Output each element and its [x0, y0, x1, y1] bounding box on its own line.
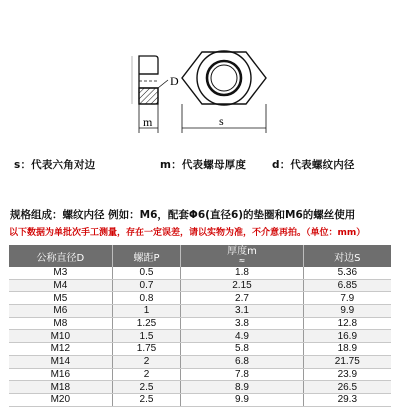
cell-thickness: 1.8: [181, 267, 303, 279]
cell-pitch: 0.7: [112, 279, 181, 292]
table-row: [9, 292, 391, 305]
cell-diameter: M5: [9, 292, 112, 305]
cell-diameter: M20: [9, 393, 112, 406]
header-across-flats: 对边S: [303, 245, 391, 267]
table-row: [9, 368, 391, 381]
cell-thickness: 2.7: [181, 292, 303, 305]
spec-composition-text: 规格组成：螺纹内径 例如：M6，配套Φ6(直径6)的垫圈和M6的螺丝使用: [10, 209, 356, 221]
measurement-note: 以下数据为单批次手工测量，存在一定误差，请以实物为准，不介意再拍。（单位：mm）: [9, 228, 366, 238]
cell-diameter: M16: [9, 368, 112, 381]
table-row: [9, 305, 391, 318]
cell-across-flats: 5.36: [303, 267, 391, 279]
cell-diameter: M6: [9, 305, 112, 318]
cell-diameter: M18: [9, 381, 112, 394]
nut-front-view: [182, 51, 266, 133]
spec-table-body: [9, 267, 391, 406]
cell-thickness: 5.8: [181, 343, 303, 356]
label-s: s: [219, 114, 224, 128]
cell-across-flats: 7.9: [303, 292, 391, 305]
cell-diameter: M14: [9, 355, 112, 368]
header-diameter: 公称直径D: [9, 245, 112, 267]
cell-across-flats: 29.3: [303, 393, 391, 406]
cell-pitch: 0.5: [112, 267, 181, 279]
table-row: [9, 343, 391, 356]
cell-pitch: 1.75: [112, 343, 181, 356]
header-thickness-label: 厚度m: [227, 246, 257, 257]
table-row: [9, 267, 391, 279]
cell-thickness: 8.9: [181, 381, 303, 394]
cell-pitch: 2.5: [112, 393, 181, 406]
cell-across-flats: 12.8: [303, 317, 391, 330]
cell-diameter: M3: [9, 267, 112, 279]
cell-diameter: M10: [9, 330, 112, 343]
cell-thickness: 6.8: [181, 355, 303, 368]
cell-pitch: 2: [112, 368, 181, 381]
cell-pitch: 2.5: [112, 381, 181, 394]
legend-d: d：代表螺纹内径: [272, 159, 355, 171]
header-pitch: 螺距P: [112, 245, 181, 267]
cell-pitch: 1.5: [112, 330, 181, 343]
cell-thickness: 2.15: [181, 279, 303, 292]
legend-line: [14, 157, 394, 172]
table-row: [9, 330, 391, 343]
cell-thickness: 4.9: [181, 330, 303, 343]
hex-nut-technical-drawing: [0, 0, 400, 148]
table-row: [9, 317, 391, 330]
cell-across-flats: 21.75: [303, 355, 391, 368]
cell-across-flats: 18.9: [303, 343, 391, 356]
label-d: D: [170, 74, 179, 88]
spec-table: [9, 245, 391, 407]
cell-pitch: 0.8: [112, 292, 181, 305]
header-thickness: [181, 245, 303, 267]
label-m: m: [143, 115, 153, 129]
cell-thickness: 9.9: [181, 393, 303, 406]
cell-across-flats: 16.9: [303, 330, 391, 343]
cell-diameter: M12: [9, 343, 112, 356]
cell-pitch: 1: [112, 305, 181, 318]
cell-thickness: 7.8: [181, 368, 303, 381]
cell-across-flats: 9.9: [303, 305, 391, 318]
table-row: [9, 381, 391, 394]
cell-pitch: 2: [112, 355, 181, 368]
cell-across-flats: 6.85: [303, 279, 391, 292]
table-row: [9, 279, 391, 292]
cell-pitch: 1.25: [112, 317, 181, 330]
cell-across-flats: 23.9: [303, 368, 391, 381]
cell-across-flats: 26.5: [303, 381, 391, 394]
legend-s: s：代表六角对边: [14, 159, 96, 171]
cell-diameter: M4: [9, 279, 112, 292]
table-row: [9, 355, 391, 368]
cell-thickness: 3.1: [181, 305, 303, 318]
cell-thickness: 3.8: [181, 317, 303, 330]
legend-m: m：代表螺母厚度: [160, 159, 247, 171]
cell-diameter: M8: [9, 317, 112, 330]
table-header-row: [9, 245, 391, 267]
header-approx-mark: ≈: [238, 256, 246, 265]
